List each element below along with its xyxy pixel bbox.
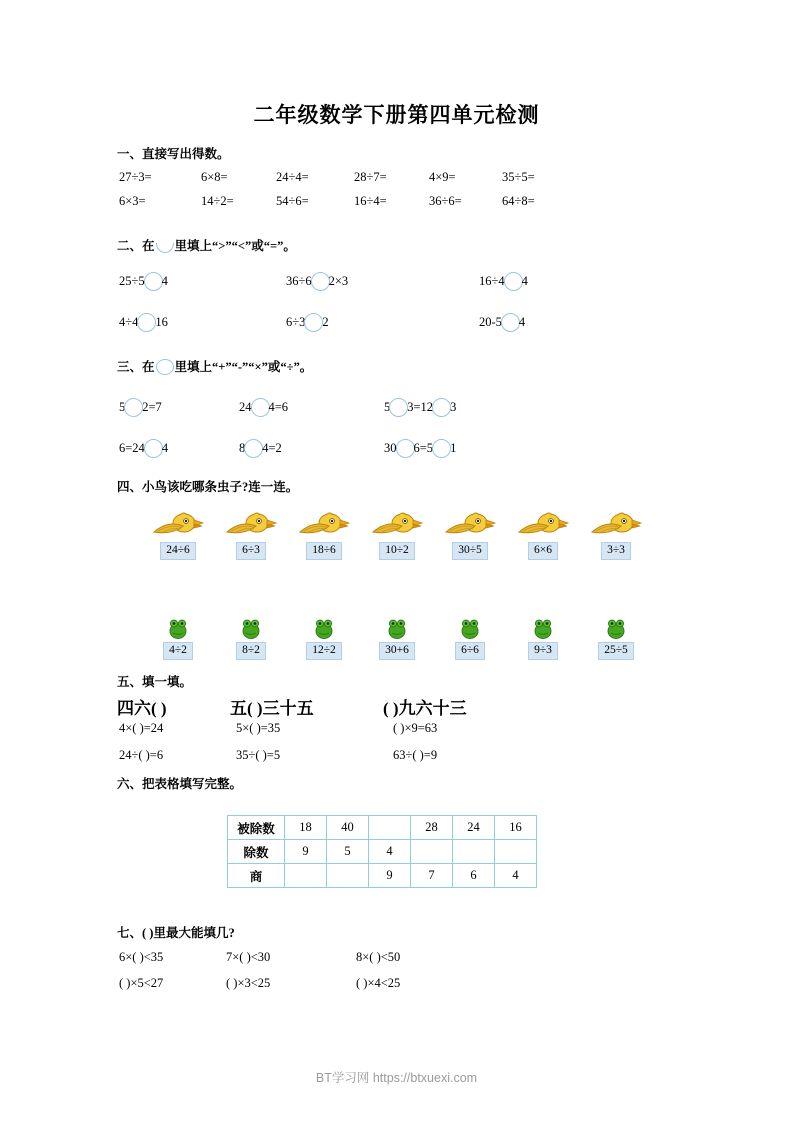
frog-icon [434,618,506,640]
operator-item [239,439,384,458]
table-cell[interactable] [411,840,453,864]
operator-item [239,398,384,417]
mid-expr: 6=5 [413,441,434,455]
fill-item[interactable]: ( )×9=63 [393,721,438,735]
right-expr: 1 [450,441,457,455]
bird-item[interactable] [361,510,433,560]
expr: 28÷7= [354,170,387,184]
expr: 16÷4= [354,194,387,208]
expr: 54÷6= [276,194,309,208]
right-expr: 4=2 [262,441,282,455]
frog-item[interactable] [142,618,214,660]
division-table [227,815,537,888]
fill-item[interactable]: 四六( ) [117,699,167,718]
section-5-heading: 五、填一填。 [117,675,193,689]
fill-item[interactable]: 24÷( )=6 [119,748,164,762]
bird-icon [142,510,214,540]
section-3-row-1 [119,398,456,417]
left-expr: 6÷3 [286,315,306,329]
bird-label[interactable]: 30÷5 [452,542,488,560]
section-2-row-2 [119,313,525,332]
frog-label[interactable]: 4÷2 [163,642,193,660]
bird-icon [288,510,360,540]
frog-item[interactable] [215,618,287,660]
answer-circle[interactable] [396,439,415,458]
left-expr: 5 [384,400,391,414]
table-cell[interactable] [495,840,537,864]
fill-item[interactable]: 五( )三十五 [230,699,314,718]
row-header: 被除数 [228,816,285,840]
expr: 4×9= [429,170,456,184]
table-cell[interactable] [453,840,495,864]
frog-icon [142,618,214,640]
expr: 24÷4= [276,170,309,184]
right-expr: 4 [161,274,168,288]
operator-item [384,439,456,458]
expr: 14÷2= [201,194,234,208]
frog-label[interactable]: 25÷5 [598,642,634,660]
bird-label[interactable]: 6×6 [528,542,558,560]
right-expr: 4=6 [268,400,289,414]
operator-item [384,398,456,417]
expr: 6×8= [201,170,228,184]
bird-label[interactable]: 10÷2 [379,542,415,560]
frog-item[interactable] [361,618,433,660]
answer-circle[interactable] [124,398,143,417]
answer-circle[interactable] [501,313,520,332]
right-expr: 4 [521,274,528,288]
row-header: 除数 [228,840,285,864]
frog-row [0,618,793,670]
fill-item[interactable]: 6×( )<35 [119,950,164,964]
frog-item[interactable] [434,618,506,660]
table-cell[interactable]: 5 [327,840,369,864]
section-1-row-1 [119,170,535,185]
section-5-big-row [117,694,467,719]
table-cell[interactable]: 16 [495,816,537,840]
bird-icon [215,510,287,540]
frog-item[interactable] [580,618,652,660]
bird-item[interactable] [580,510,652,560]
table-row [228,864,537,888]
bird-icon [361,510,433,540]
fill-item[interactable]: 63÷( )=9 [393,748,438,762]
section-2-heading-post: 里填上“>”“<”或“=”。 [174,239,296,253]
frog-icon [361,618,433,640]
right-expr: 3 [450,400,457,414]
fill-item[interactable]: 35÷( )=5 [236,748,281,762]
compare-item [286,313,479,332]
table-cell[interactable]: 6 [453,864,495,888]
operator-item [119,398,239,417]
bird-label[interactable]: 6÷3 [236,542,266,560]
table-cell[interactable]: 9 [369,864,411,888]
section-2-row-1 [119,272,528,291]
bird-label[interactable]: 24÷6 [160,542,196,560]
section-7-row-2 [119,976,400,991]
table-cell[interactable] [327,864,369,888]
bird-label[interactable]: 3÷3 [601,542,631,560]
frog-item[interactable] [288,618,360,660]
bird-item[interactable] [142,510,214,560]
fill-item[interactable]: ( )九六十三 [383,699,467,718]
fill-item[interactable]: 7×( )<30 [226,950,271,964]
section-2-heading-pre: 二、在 [117,239,155,253]
section-5-row-2 [119,721,437,736]
left-expr: 25÷5 [119,274,145,288]
frog-label[interactable]: 12÷2 [306,642,342,660]
right-expr: 16 [155,315,168,329]
row-header: 商 [228,864,285,888]
table-cell[interactable]: 4 [369,840,411,864]
expr: 36÷6= [429,194,462,208]
section-7-row-1 [119,950,400,965]
section-1-heading: 一、直接写出得数。 [117,147,230,161]
table-row [228,816,537,840]
answer-circle[interactable] [251,398,270,417]
bird-item[interactable] [434,510,506,560]
section-3-heading [117,357,312,375]
table-cell[interactable]: 18 [285,816,327,840]
frog-item[interactable] [507,618,579,660]
compare-item [119,272,286,291]
section-3-heading-pre: 三、在 [117,360,155,374]
left-expr: 4÷4 [119,315,139,329]
operator-item [119,439,239,458]
section-5-row-3 [119,748,437,763]
section-6-heading: 六、把表格填写完整。 [117,777,243,791]
left-expr: 6=24 [119,441,145,455]
section-1-row-2 [119,194,535,209]
frog-label[interactable]: 8÷2 [236,642,266,660]
circle-placeholder-icon [156,359,174,375]
right-expr: 2 [322,315,329,329]
page-title: 二年级数学下册第四单元检测 [253,103,540,127]
bird-row [0,510,793,562]
expr: 27÷3= [119,170,152,184]
left-expr: 20-5 [479,315,502,329]
right-expr: 4 [518,315,526,329]
frog-icon [215,618,287,640]
answer-circle[interactable] [304,313,323,332]
left-expr: 8 [239,441,246,455]
table-cell[interactable] [369,816,411,840]
fill-item[interactable]: ( )×3<25 [226,976,271,990]
bird-icon [580,510,652,540]
expr: 6×3= [119,194,146,208]
footer-watermark: BT学习网 https://btxuexi.com [315,1071,478,1085]
fill-item[interactable]: 8×( )<50 [356,950,401,964]
section-3-row-2 [119,439,456,458]
left-expr: 5 [119,400,126,414]
table-cell[interactable]: 40 [327,816,369,840]
expr: 64÷8= [502,194,535,208]
answer-circle[interactable] [389,398,408,417]
table-cell[interactable]: 28 [411,816,453,840]
compare-item [479,313,525,332]
answer-circle[interactable] [144,272,163,291]
answer-circle[interactable] [432,398,451,417]
answer-circle[interactable] [137,313,156,332]
frog-icon [580,618,652,640]
section-3-heading-post: 里填上“+”“-”“×”或“÷”。 [174,360,313,374]
bird-label[interactable]: 18÷6 [306,542,342,560]
fill-item[interactable]: 4×( )=24 [119,721,164,735]
right-expr: 2=7 [142,400,162,414]
frog-label[interactable]: 6÷6 [455,642,485,660]
table-cell[interactable] [285,864,327,888]
frog-label[interactable]: 30+6 [379,642,415,660]
answer-circle[interactable] [144,439,163,458]
bird-item[interactable] [288,510,360,560]
table-cell[interactable]: 4 [495,864,537,888]
mid-expr: 3=12 [407,400,434,414]
fill-item[interactable]: ( )×4<25 [356,976,401,990]
frog-icon [288,618,360,640]
fill-item[interactable]: ( )×5<27 [119,976,164,990]
left-expr: 36÷6 [286,274,312,288]
frog-label[interactable]: 9÷3 [528,642,558,660]
fill-item[interactable]: 5×( )=35 [236,721,281,735]
left-expr: 24 [239,400,252,414]
compare-item [286,272,479,291]
table-cell[interactable]: 9 [285,840,327,864]
left-expr: 30 [384,441,397,455]
table-cell[interactable]: 24 [453,816,495,840]
answer-circle[interactable] [311,272,330,291]
left-expr: 16÷4 [479,274,505,288]
compare-item [479,272,528,291]
right-expr: 2×3 [328,274,349,288]
answer-circle[interactable] [504,272,523,291]
section-2-heading [117,236,296,254]
table-cell[interactable]: 7 [411,864,453,888]
compare-item [119,313,286,332]
expr: 35÷5= [502,170,535,184]
bird-icon [434,510,506,540]
frog-icon [507,618,579,640]
right-expr: 4 [161,441,169,455]
circle-placeholder-icon [156,243,174,253]
section-7-heading: 七、( )里最大能填几? [117,926,235,940]
answer-circle[interactable] [432,439,451,458]
bird-item[interactable] [507,510,579,560]
section-4-heading: 四、小鸟该吃哪条虫子?连一连。 [117,480,299,494]
answer-circle[interactable] [244,439,263,458]
table-row [228,840,537,864]
bird-item[interactable] [215,510,287,560]
bird-icon [507,510,579,540]
